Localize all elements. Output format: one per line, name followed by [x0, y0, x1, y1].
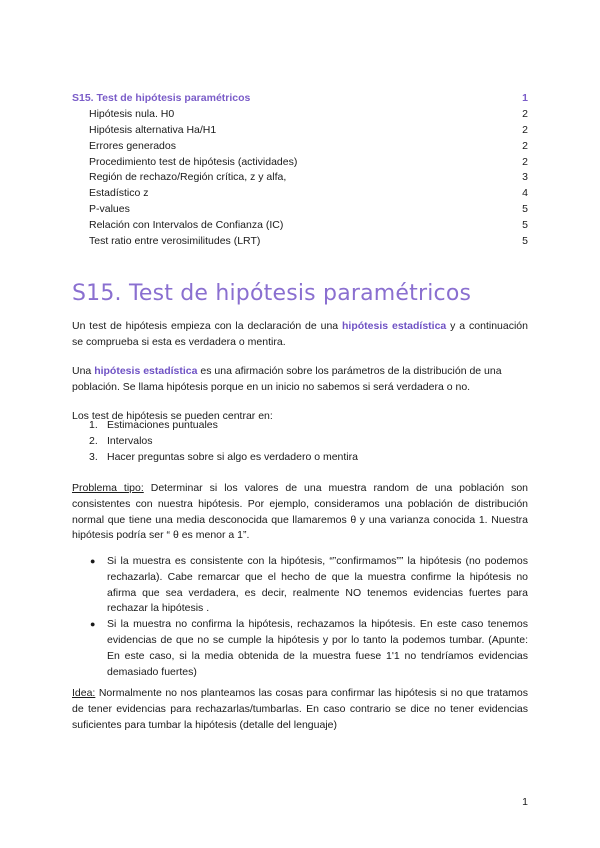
toc-entry-page: 3 [522, 171, 528, 184]
toc-entry-page: 1 [522, 92, 528, 104]
toc-entry[interactable] [72, 139, 528, 155]
toc-entry-page: 2 [522, 139, 528, 152]
toc-entry[interactable] [72, 170, 528, 186]
toc-entry-page: 5 [522, 219, 528, 232]
list-item [72, 450, 528, 466]
paragraph-text: es una afirmación sobre los parámetros de la distribución de una población. Se llama hipótesis porque en un inicio no sabemos si será verdadera o no. [72, 365, 502, 393]
toc-entry-page: 2 [522, 155, 528, 168]
page-number: 1 [522, 796, 528, 808]
toc-entry[interactable] [72, 155, 528, 171]
toc-entry-title: Región de rechazo/Región crítica, z y alfa, [89, 171, 287, 184]
toc-entry[interactable] [72, 186, 528, 202]
intro-paragraph [72, 319, 528, 351]
list-item [72, 418, 528, 434]
toc-entry-title: P-values [89, 203, 130, 216]
toc-entry-title: Test ratio entre verosimilitudes (LRT) [89, 235, 261, 248]
toc-entry-title: Hipótesis alternativa Ha/H1 [89, 123, 217, 136]
focus-intro-paragraph: Los test de hipótesis se pueden centrar en: [72, 410, 273, 422]
idea-label: Idea: [72, 687, 96, 699]
list-item-text: Si la muestra es consistente con la hipótesis, “”confirmamos”” la hipótesis (no podemos rechazarla). Cabe remarcar que el hecho de que la muestra confirme la hipótesis no afirma que sea verdadera, es decir, realmente NO tenemos evidencias fuertes para rechazar la hipótesis . [107, 555, 528, 615]
toc-entry-page: 5 [522, 203, 528, 216]
toc-entry[interactable] [72, 91, 528, 107]
bullet-list [72, 554, 528, 680]
toc-entry-title: Hipótesis nula. H0 [89, 107, 175, 120]
focus-list [72, 418, 528, 465]
paragraph-text: y a continuación se comprueba si esta es verdadera o mentira. [72, 320, 528, 348]
toc-entry-title: Estadístico z [89, 187, 149, 200]
list-item-text: Intervalos [107, 434, 153, 447]
toc-entry[interactable] [72, 234, 528, 250]
problem-label: Problema tipo: [72, 482, 144, 494]
list-item-text: Estimaciones puntuales [107, 419, 218, 431]
toc-entry-title: Relación con Intervalos de Confianza (IC) [89, 219, 284, 232]
list-item [72, 434, 528, 450]
toc-entry-page: 4 [522, 187, 528, 200]
list-item [72, 617, 528, 680]
toc-entry[interactable] [72, 218, 528, 234]
bullet-icon: ● [90, 556, 96, 566]
toc-entry[interactable] [72, 202, 528, 218]
list-number: 1. [89, 419, 98, 431]
paragraph-text: Normalmente no nos planteamos las cosas para confirmar las hipótesis si no que tratamos de tener evidencias para rechazarlas/tumbarlas. En caso contrario se dice no tener evidencias suficientes para tumbar la hipótesis (detalle del lenguaje) [72, 687, 528, 731]
toc-entry-page: 2 [522, 123, 528, 136]
table-of-contents [72, 91, 528, 250]
highlighted-term: hipótesis estadística [94, 365, 198, 377]
toc-entry-page: 5 [522, 235, 528, 248]
list-item-text: Hacer preguntas sobre si algo es verdadero o mentira [107, 450, 358, 463]
highlighted-term: hipótesis estadística [342, 320, 447, 332]
paragraph-text: Determinar si los valores de una muestra random de una población son consistentes con nuestra hipótesis. Por ejemplo, consideramos una población de distribución normal que tiene una media desconocida que llamaremos θ y una varianza conocida 1. Nuestra hipótesis podría ser “ θ es menor a 1”. [72, 482, 529, 542]
toc-entry[interactable] [72, 107, 528, 123]
section-heading: S15. Test de hipótesis paramétricos [72, 281, 472, 306]
idea-paragraph [72, 686, 528, 733]
problem-paragraph [72, 481, 528, 544]
definition-paragraph [72, 364, 528, 396]
list-item [72, 554, 528, 617]
toc-entry-title: Procedimiento test de hipótesis (actividades) [89, 155, 298, 168]
toc-entry-title: Errores generados [89, 139, 176, 152]
toc-entry-page: 2 [522, 107, 528, 120]
list-item-text: Si la muestra no confirma la hipótesis, rechazamos la hipótesis. En este caso tenemos evidencias de que no se cumple la hipótesis y por lo tanto la podemos tumbar. (Apunte: En este caso, si la media obtenida de la muestra fuese 1'1 no tendríamos evidencias demasiado fuertes) [107, 618, 528, 678]
list-number: 2. [89, 434, 98, 447]
toc-entry-title: S15. Test de hipótesis paramétricos [72, 92, 251, 104]
bullet-icon: ● [90, 619, 96, 630]
paragraph-text: Un test de hipótesis empieza con la declaración de una [72, 320, 343, 332]
paragraph-text: Una [72, 365, 95, 377]
toc-entry[interactable] [72, 123, 528, 139]
list-number: 3. [89, 450, 98, 463]
